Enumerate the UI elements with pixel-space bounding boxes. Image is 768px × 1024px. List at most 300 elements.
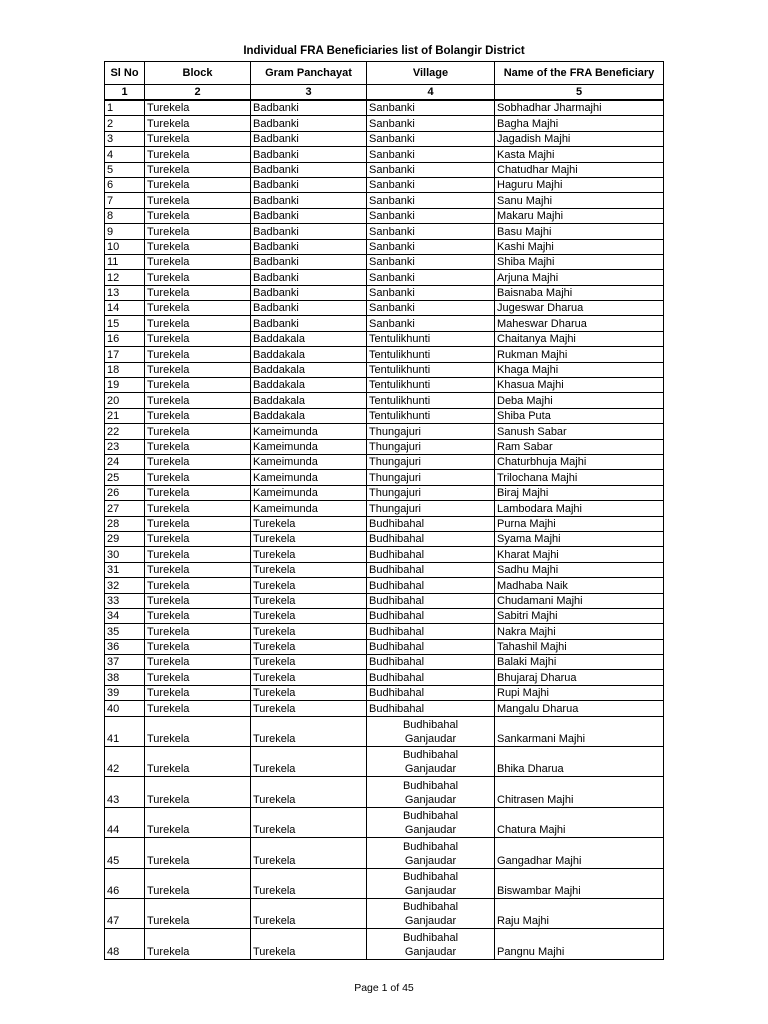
cell-sl-no: 6: [105, 177, 145, 192]
cell-village: Thungajuri: [367, 424, 495, 439]
cell-block: Turekela: [145, 898, 251, 928]
cell-gram-panchayat: Turekela: [251, 562, 367, 577]
cell-block: Turekela: [145, 424, 251, 439]
cell-village: Thungajuri: [367, 501, 495, 516]
cell-gram-panchayat: Turekela: [251, 670, 367, 685]
cell-sl-no: 18: [105, 362, 145, 377]
table-row: [105, 224, 664, 239]
cell-beneficiary-name: Shiba Majhi: [495, 254, 664, 269]
cell-gram-panchayat: Badbanki: [251, 301, 367, 316]
cell-gram-panchayat: Baddakala: [251, 347, 367, 362]
column-header-block: Block: [145, 62, 251, 85]
cell-sl-no: 15: [105, 316, 145, 331]
cell-gram-panchayat: Turekela: [251, 608, 367, 623]
cell-block: Turekela: [145, 701, 251, 716]
cell-sl-no: 39: [105, 685, 145, 700]
cell-gram-panchayat: Badbanki: [251, 254, 367, 269]
cell-village: Budhibahal: [367, 639, 495, 654]
cell-gram-panchayat: Turekela: [251, 547, 367, 562]
cell-village: [367, 807, 495, 837]
cell-gram-panchayat: Kameimunda: [251, 424, 367, 439]
cell-beneficiary-name: Madhaba Naik: [495, 578, 664, 593]
cell-village: Sanbanki: [367, 193, 495, 208]
cell-block: Turekela: [145, 593, 251, 608]
cell-block: Turekela: [145, 929, 251, 959]
cell-village: Budhibahal: [367, 608, 495, 623]
cell-sl-no: 3: [105, 131, 145, 146]
cell-beneficiary-name: Chatudhar Majhi: [495, 162, 664, 177]
table-row: [105, 408, 664, 423]
column-number-row: [105, 85, 664, 101]
cell-village: [367, 868, 495, 898]
village-line: Ganjaudar: [404, 854, 457, 867]
cell-village: Budhibahal: [367, 547, 495, 562]
cell-block: Turekela: [145, 670, 251, 685]
cell-sl-no: 45: [105, 838, 145, 868]
cell-sl-no: 43: [105, 777, 145, 807]
cell-block: Turekela: [145, 331, 251, 346]
cell-village: Thungajuri: [367, 485, 495, 500]
cell-block: Turekela: [145, 624, 251, 639]
cell-village: Sanbanki: [367, 208, 495, 223]
cell-gram-panchayat: Baddakala: [251, 362, 367, 377]
cell-sl-no: 5: [105, 162, 145, 177]
cell-village: [367, 898, 495, 928]
cell-village: [367, 777, 495, 807]
cell-block: Turekela: [145, 485, 251, 500]
table-row: [105, 624, 664, 639]
table-row: [105, 208, 664, 223]
cell-sl-no: 42: [105, 747, 145, 777]
cell-beneficiary-name: Rupi Majhi: [495, 685, 664, 700]
cell-village: Thungajuri: [367, 439, 495, 454]
table-row: [105, 501, 664, 516]
cell-village: [367, 747, 495, 777]
cell-village: Sanbanki: [367, 316, 495, 331]
cell-block: Turekela: [145, 393, 251, 408]
page-footer: Page 1 of 45: [354, 982, 414, 994]
cell-village: Sanbanki: [367, 285, 495, 300]
cell-village: Sanbanki: [367, 224, 495, 239]
table-row: [105, 316, 664, 331]
cell-village: Tentulikhunti: [367, 347, 495, 362]
cell-block: Turekela: [145, 208, 251, 223]
cell-village: Sanbanki: [367, 116, 495, 131]
cell-sl-no: 24: [105, 454, 145, 469]
cell-gram-panchayat: Turekela: [251, 685, 367, 700]
cell-sl-no: 16: [105, 331, 145, 346]
table-row: [105, 131, 664, 146]
cell-village: Budhibahal: [367, 701, 495, 716]
cell-sl-no: 7: [105, 193, 145, 208]
cell-beneficiary-name: Bagha Majhi: [495, 116, 664, 131]
cell-beneficiary-name: Arjuna Majhi: [495, 270, 664, 285]
table-row: [105, 685, 664, 700]
cell-village: Thungajuri: [367, 470, 495, 485]
cell-village: [367, 716, 495, 746]
cell-sl-no: 12: [105, 270, 145, 285]
cell-sl-no: 8: [105, 208, 145, 223]
cell-block: Turekela: [145, 868, 251, 898]
cell-gram-panchayat: Badbanki: [251, 239, 367, 254]
beneficiary-table: [104, 61, 664, 960]
cell-block: Turekela: [145, 362, 251, 377]
table-header-row: [105, 62, 664, 85]
cell-block: Turekela: [145, 378, 251, 393]
cell-block: Turekela: [145, 639, 251, 654]
cell-block: Turekela: [145, 254, 251, 269]
cell-beneficiary-name: Ram Sabar: [495, 439, 664, 454]
cell-beneficiary-name: Makaru Majhi: [495, 208, 664, 223]
cell-beneficiary-name: Jagadish Majhi: [495, 131, 664, 146]
table-row: [105, 362, 664, 377]
table-row: [105, 701, 664, 716]
cell-block: Turekela: [145, 516, 251, 531]
cell-gram-panchayat: Turekela: [251, 777, 367, 807]
cell-gram-panchayat: Turekela: [251, 701, 367, 716]
table-row: [105, 393, 664, 408]
table-row: [105, 239, 664, 254]
cell-beneficiary-name: Mangalu Dharua: [495, 701, 664, 716]
cell-village: Sanbanki: [367, 270, 495, 285]
village-line: Ganjaudar: [404, 884, 457, 897]
table-row: [105, 485, 664, 500]
cell-gram-panchayat: Turekela: [251, 624, 367, 639]
table-row: [105, 439, 664, 454]
cell-beneficiary-name: Biraj Majhi: [495, 485, 664, 500]
cell-gram-panchayat: Badbanki: [251, 177, 367, 192]
cell-gram-panchayat: Turekela: [251, 593, 367, 608]
table-row: [105, 868, 664, 898]
table-row: [105, 777, 664, 807]
village-line: Budhibahal: [402, 779, 459, 792]
cell-sl-no: 36: [105, 639, 145, 654]
village-line: Budhibahal: [402, 870, 459, 883]
table-row: [105, 898, 664, 928]
cell-block: Turekela: [145, 239, 251, 254]
table-row: [105, 531, 664, 546]
cell-sl-no: 44: [105, 807, 145, 837]
table-row: [105, 100, 664, 116]
cell-block: Turekela: [145, 562, 251, 577]
cell-gram-panchayat: Turekela: [251, 655, 367, 670]
cell-sl-no: 47: [105, 898, 145, 928]
cell-block: Turekela: [145, 301, 251, 316]
cell-village: Tentulikhunti: [367, 362, 495, 377]
cell-beneficiary-name: Sanu Majhi: [495, 193, 664, 208]
cell-beneficiary-name: Kharat Majhi: [495, 547, 664, 562]
cell-block: Turekela: [145, 147, 251, 162]
cell-beneficiary-name: Jugeswar Dharua: [495, 301, 664, 316]
column-header-gram-panchayat: Gram Panchayat: [251, 62, 367, 85]
cell-gram-panchayat: Baddakala: [251, 331, 367, 346]
cell-sl-no: 23: [105, 439, 145, 454]
table-row: [105, 424, 664, 439]
cell-gram-panchayat: Turekela: [251, 807, 367, 837]
cell-block: Turekela: [145, 838, 251, 868]
cell-beneficiary-name: Biswambar Majhi: [495, 868, 664, 898]
table-row: [105, 162, 664, 177]
cell-block: Turekela: [145, 578, 251, 593]
cell-sl-no: 40: [105, 701, 145, 716]
cell-beneficiary-name: Khaga Majhi: [495, 362, 664, 377]
cell-sl-no: 35: [105, 624, 145, 639]
cell-beneficiary-name: Sankarmani Majhi: [495, 716, 664, 746]
cell-block: Turekela: [145, 470, 251, 485]
cell-block: Turekela: [145, 807, 251, 837]
table-row: [105, 716, 664, 746]
cell-gram-panchayat: Kameimunda: [251, 501, 367, 516]
cell-block: Turekela: [145, 285, 251, 300]
cell-gram-panchayat: Badbanki: [251, 116, 367, 131]
table-row: [105, 578, 664, 593]
cell-beneficiary-name: Khasua Majhi: [495, 378, 664, 393]
village-line: Ganjaudar: [404, 793, 457, 806]
cell-block: Turekela: [145, 162, 251, 177]
cell-block: Turekela: [145, 224, 251, 239]
cell-gram-panchayat: Turekela: [251, 716, 367, 746]
column-header-sl-no: Sl No: [105, 62, 145, 85]
cell-beneficiary-name: Kasta Majhi: [495, 147, 664, 162]
table-row: [105, 608, 664, 623]
cell-beneficiary-name: Pangnu Majhi: [495, 929, 664, 959]
cell-sl-no: 17: [105, 347, 145, 362]
cell-village: Budhibahal: [367, 516, 495, 531]
cell-beneficiary-name: Balaki Majhi: [495, 655, 664, 670]
cell-beneficiary-name: Gangadhar Majhi: [495, 838, 664, 868]
cell-gram-panchayat: Turekela: [251, 838, 367, 868]
cell-beneficiary-name: Chaturbhuja Majhi: [495, 454, 664, 469]
cell-village: Budhibahal: [367, 578, 495, 593]
cell-sl-no: 20: [105, 393, 145, 408]
column-number: 2: [145, 85, 251, 101]
cell-sl-no: 14: [105, 301, 145, 316]
cell-village: Sanbanki: [367, 131, 495, 146]
cell-gram-panchayat: Badbanki: [251, 285, 367, 300]
table-row: [105, 378, 664, 393]
cell-beneficiary-name: Chitrasen Majhi: [495, 777, 664, 807]
table-row: [105, 177, 664, 192]
cell-sl-no: 26: [105, 485, 145, 500]
cell-block: Turekela: [145, 439, 251, 454]
village-line: Budhibahal: [402, 840, 459, 853]
table-row: [105, 747, 664, 777]
table-row: [105, 670, 664, 685]
cell-village: Budhibahal: [367, 593, 495, 608]
cell-gram-panchayat: Turekela: [251, 929, 367, 959]
cell-beneficiary-name: Basu Majhi: [495, 224, 664, 239]
cell-beneficiary-name: Lambodara Majhi: [495, 501, 664, 516]
cell-gram-panchayat: Turekela: [251, 747, 367, 777]
cell-block: Turekela: [145, 100, 251, 116]
village-line: Budhibahal: [402, 931, 459, 944]
cell-beneficiary-name: Sobhadhar Jharmajhi: [495, 100, 664, 116]
village-line: Ganjaudar: [404, 763, 457, 776]
cell-sl-no: 1: [105, 100, 145, 116]
cell-beneficiary-name: Bhujaraj Dharua: [495, 670, 664, 685]
document-title: Individual FRA Beneficiaries list of Bolangir District: [243, 45, 525, 57]
cell-gram-panchayat: Turekela: [251, 639, 367, 654]
column-number: 1: [105, 85, 145, 101]
cell-gram-panchayat: Turekela: [251, 578, 367, 593]
cell-village: Tentulikhunti: [367, 408, 495, 423]
cell-block: Turekela: [145, 316, 251, 331]
cell-village: Tentulikhunti: [367, 331, 495, 346]
cell-beneficiary-name: Sadhu Majhi: [495, 562, 664, 577]
cell-gram-panchayat: Turekela: [251, 516, 367, 531]
cell-gram-panchayat: Badbanki: [251, 270, 367, 285]
cell-village: Sanbanki: [367, 162, 495, 177]
cell-gram-panchayat: Badbanki: [251, 193, 367, 208]
cell-block: Turekela: [145, 116, 251, 131]
village-line: Budhibahal: [402, 901, 459, 914]
cell-block: Turekela: [145, 131, 251, 146]
cell-beneficiary-name: Maheswar Dharua: [495, 316, 664, 331]
cell-sl-no: 38: [105, 670, 145, 685]
cell-sl-no: 31: [105, 562, 145, 577]
cell-block: Turekela: [145, 747, 251, 777]
table-row: [105, 807, 664, 837]
cell-sl-no: 29: [105, 531, 145, 546]
cell-block: Turekela: [145, 501, 251, 516]
cell-gram-panchayat: Kameimunda: [251, 454, 367, 469]
cell-beneficiary-name: Sabitri Majhi: [495, 608, 664, 623]
cell-sl-no: 11: [105, 254, 145, 269]
cell-block: Turekela: [145, 347, 251, 362]
cell-block: Turekela: [145, 454, 251, 469]
table-row: [105, 147, 664, 162]
cell-beneficiary-name: Chudamani Majhi: [495, 593, 664, 608]
table-row: [105, 270, 664, 285]
cell-village: Budhibahal: [367, 624, 495, 639]
cell-sl-no: 27: [105, 501, 145, 516]
cell-sl-no: 34: [105, 608, 145, 623]
cell-village: Budhibahal: [367, 562, 495, 577]
cell-gram-panchayat: Badbanki: [251, 100, 367, 116]
cell-village: Sanbanki: [367, 147, 495, 162]
cell-village: Tentulikhunti: [367, 378, 495, 393]
village-line: Ganjaudar: [404, 733, 457, 746]
cell-sl-no: 2: [105, 116, 145, 131]
cell-sl-no: 21: [105, 408, 145, 423]
cell-beneficiary-name: Raju Majhi: [495, 898, 664, 928]
cell-village: Budhibahal: [367, 531, 495, 546]
table-row: [105, 454, 664, 469]
cell-beneficiary-name: Baisnaba Majhi: [495, 285, 664, 300]
cell-gram-panchayat: Badbanki: [251, 131, 367, 146]
cell-sl-no: 48: [105, 929, 145, 959]
table-row: [105, 838, 664, 868]
cell-beneficiary-name: Bhika Dharua: [495, 747, 664, 777]
column-number: 4: [367, 85, 495, 101]
cell-beneficiary-name: Sanush Sabar: [495, 424, 664, 439]
cell-gram-panchayat: Turekela: [251, 531, 367, 546]
cell-gram-panchayat: Turekela: [251, 868, 367, 898]
cell-gram-panchayat: Badbanki: [251, 224, 367, 239]
table-row: [105, 470, 664, 485]
table-row: [105, 331, 664, 346]
cell-beneficiary-name: Purna Majhi: [495, 516, 664, 531]
village-line: Ganjaudar: [404, 945, 457, 958]
table-row: [105, 655, 664, 670]
village-line: Budhibahal: [402, 749, 459, 762]
cell-gram-panchayat: Badbanki: [251, 147, 367, 162]
cell-sl-no: 33: [105, 593, 145, 608]
cell-beneficiary-name: Trilochana Majhi: [495, 470, 664, 485]
village-line: Budhibahal: [402, 810, 459, 823]
cell-block: Turekela: [145, 270, 251, 285]
cell-village: Sanbanki: [367, 100, 495, 116]
table-row: [105, 254, 664, 269]
table-body: [105, 100, 664, 959]
cell-sl-no: 4: [105, 147, 145, 162]
cell-beneficiary-name: Chatura Majhi: [495, 807, 664, 837]
table-row: [105, 301, 664, 316]
cell-sl-no: 46: [105, 868, 145, 898]
column-header-village: Village: [367, 62, 495, 85]
table-row: [105, 593, 664, 608]
cell-block: Turekela: [145, 408, 251, 423]
cell-village: Tentulikhunti: [367, 393, 495, 408]
table-row: [105, 547, 664, 562]
cell-block: Turekela: [145, 193, 251, 208]
table-row: [105, 516, 664, 531]
table-row: [105, 285, 664, 300]
cell-sl-no: 13: [105, 285, 145, 300]
column-number: 3: [251, 85, 367, 101]
cell-block: Turekela: [145, 177, 251, 192]
cell-sl-no: 9: [105, 224, 145, 239]
cell-gram-panchayat: Baddakala: [251, 408, 367, 423]
cell-gram-panchayat: Turekela: [251, 898, 367, 928]
cell-beneficiary-name: Nakra Majhi: [495, 624, 664, 639]
cell-beneficiary-name: Kashi Majhi: [495, 239, 664, 254]
cell-gram-panchayat: Baddakala: [251, 393, 367, 408]
cell-village: Budhibahal: [367, 655, 495, 670]
cell-beneficiary-name: Chaitanya Majhi: [495, 331, 664, 346]
table-row: [105, 562, 664, 577]
column-number: 5: [495, 85, 664, 101]
cell-gram-panchayat: Kameimunda: [251, 485, 367, 500]
cell-village: Sanbanki: [367, 254, 495, 269]
cell-block: Turekela: [145, 685, 251, 700]
cell-gram-panchayat: Badbanki: [251, 208, 367, 223]
cell-beneficiary-name: Syama Majhi: [495, 531, 664, 546]
cell-sl-no: 37: [105, 655, 145, 670]
cell-village: Sanbanki: [367, 301, 495, 316]
cell-block: Turekela: [145, 547, 251, 562]
cell-gram-panchayat: Baddakala: [251, 378, 367, 393]
table-row: [105, 116, 664, 131]
cell-beneficiary-name: Haguru Majhi: [495, 177, 664, 192]
cell-block: Turekela: [145, 777, 251, 807]
cell-block: Turekela: [145, 716, 251, 746]
cell-gram-panchayat: Badbanki: [251, 316, 367, 331]
table-row: [105, 929, 664, 959]
table-row: [105, 347, 664, 362]
cell-village: Budhibahal: [367, 685, 495, 700]
table-row: [105, 193, 664, 208]
column-header-beneficiary-name: Name of the FRA Beneficiary: [495, 62, 664, 85]
cell-sl-no: 25: [105, 470, 145, 485]
village-line: Budhibahal: [402, 719, 459, 732]
cell-sl-no: 10: [105, 239, 145, 254]
cell-sl-no: 30: [105, 547, 145, 562]
village-line: Ganjaudar: [404, 824, 457, 837]
cell-village: Budhibahal: [367, 670, 495, 685]
cell-beneficiary-name: Rukman Majhi: [495, 347, 664, 362]
cell-village: Sanbanki: [367, 239, 495, 254]
